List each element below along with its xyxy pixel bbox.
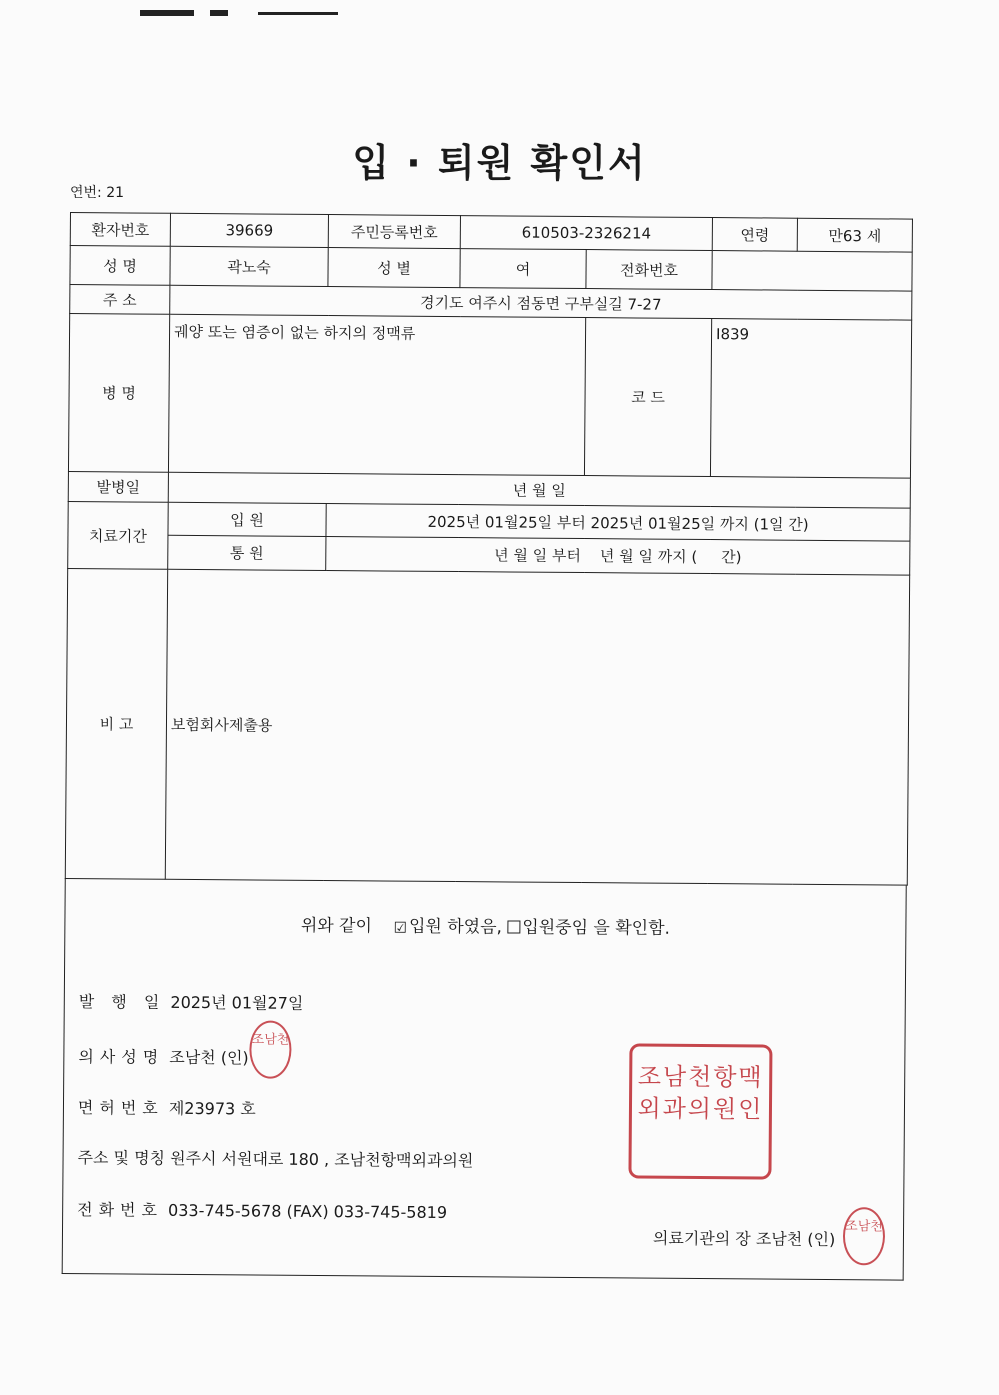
- clinic-seal-line-2: 외과의원인: [637, 1094, 764, 1124]
- inpatient-checkbox-checked: ☑: [393, 918, 408, 937]
- name-value: 곽노숙: [170, 246, 328, 286]
- outpatient-period: 년 월 일 부터 년 월 일 까지 ( 간): [326, 537, 910, 576]
- license-label: 면허번호: [77, 1098, 164, 1118]
- treatment-label: 치료기간: [68, 501, 169, 569]
- clinic-phone-line: [77, 1197, 447, 1223]
- clinic-phone-label: 전화번호: [77, 1200, 164, 1220]
- onset-label: 발병일: [68, 471, 168, 502]
- outpatient-label: 통 원: [168, 535, 326, 570]
- confirm-prefix: 위와 같이: [300, 915, 373, 937]
- head-seal-text: 조남천: [845, 1219, 883, 1235]
- patient-id-label: 환자번호: [70, 213, 170, 247]
- doctor-seal: [249, 1020, 291, 1078]
- head-line: [653, 1226, 836, 1250]
- diagnosis-label: 병 명: [68, 314, 169, 473]
- head-seal-mark: (인): [807, 1229, 836, 1250]
- certificate-form: [62, 212, 912, 1281]
- issue-date-value: 2025년 01월27일: [170, 992, 304, 1013]
- confirmation-statement: [65, 909, 905, 941]
- age-value: 만63 세: [797, 218, 912, 252]
- sex-value: 여: [460, 249, 586, 289]
- remarks-label: 비 고: [65, 568, 167, 879]
- doctor-line: [78, 1044, 249, 1068]
- patient-info-table: [65, 212, 913, 886]
- rrn-value: 610503-2326214: [460, 216, 712, 251]
- code-label: 코 드: [584, 318, 711, 477]
- document-title: 입 · 퇴원 확인서: [352, 141, 647, 185]
- hospitalized-checkbox-empty: [507, 920, 520, 933]
- confirmation-section: [62, 879, 907, 1281]
- doctor-name: 조남천: [169, 1047, 216, 1068]
- age-label: 연령: [712, 218, 797, 252]
- serial-number: 연번: 21: [70, 185, 125, 201]
- remarks-value: 보험회사제출용: [165, 569, 909, 885]
- doctor-seal-text: 조남천: [251, 1032, 290, 1048]
- inpatient-period: 2025년 01월25일 부터 2025년 01월25일 까지 (1일 간): [326, 504, 910, 542]
- head-seal: [843, 1207, 885, 1265]
- address-label: 주 소: [70, 285, 170, 315]
- clinic-official-seal: [628, 1043, 772, 1179]
- phone-value: [712, 251, 912, 292]
- license-value: 제23973 호: [168, 1098, 256, 1119]
- clinic-address-value: 원주시 서원대로 180 , 조남천항맥외과의원: [170, 1148, 474, 1171]
- clinic-seal-line-1: 조남천항맥: [637, 1062, 764, 1092]
- clinic-address-line: [77, 1145, 473, 1171]
- clinic-address-label: 주소 및 명칭: [77, 1148, 166, 1168]
- phone-label: 전화번호: [586, 250, 712, 290]
- license-line: [78, 1095, 256, 1119]
- address-value: 경기도 여주시 점동면 구부실길 7-27: [170, 285, 912, 320]
- onset-value: 년 월 일: [168, 472, 910, 508]
- rrn-label: 주민등록번호: [328, 215, 460, 249]
- head-name: 조남천: [755, 1229, 803, 1249]
- head-label: 의료기관의 장: [652, 1228, 751, 1249]
- doctor-seal-mark: (인): [220, 1048, 249, 1068]
- clinic-phone-value: 033-745-5678 (FAX) 033-745-5819: [168, 1200, 448, 1222]
- name-label: 성 명: [70, 246, 170, 286]
- diagnosis-value: 궤양 또는 염증이 없는 하지의 정맥류: [168, 314, 585, 475]
- confirm-option-1: 입원 하였음,: [408, 916, 503, 938]
- issue-date-label: 발 행 일: [78, 992, 166, 1012]
- sex-label: 성 별: [328, 248, 460, 288]
- code-value: I839: [710, 319, 911, 479]
- patient-id-value: 39669: [170, 213, 328, 247]
- issue-date-line: [79, 989, 304, 1014]
- inpatient-label: 입 원: [168, 502, 326, 536]
- doctor-label: 의사성명: [78, 1047, 165, 1067]
- confirm-option-2: 입원중임 을 확인함.: [522, 917, 671, 939]
